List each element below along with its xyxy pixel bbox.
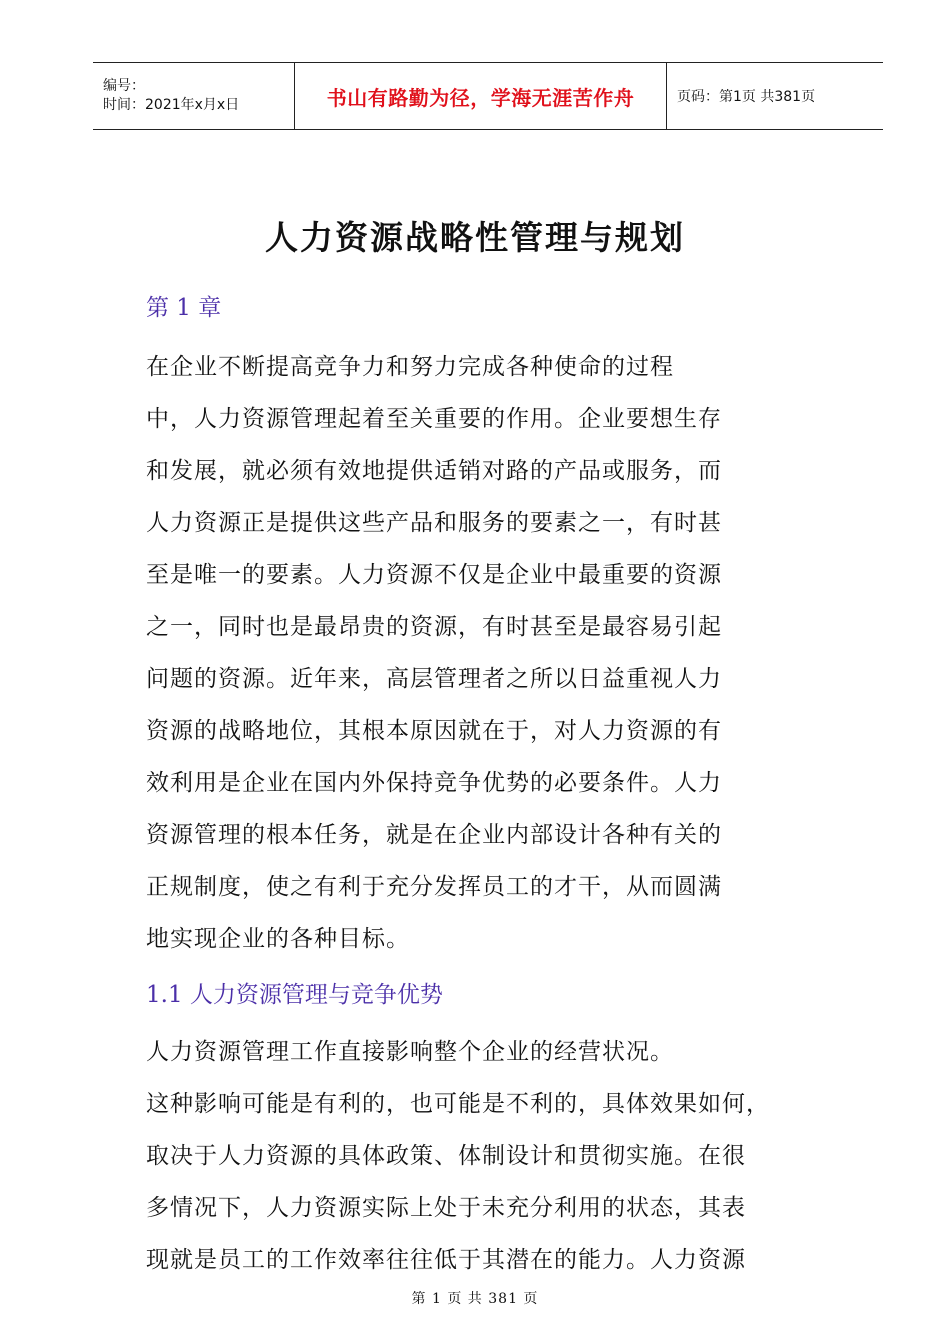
- text-line: 之一，同时也是最昂贵的资源，有时甚至是最容易引起: [146, 614, 722, 640]
- text-line: 地实现企业的各种目标。: [146, 926, 410, 952]
- header-motto: 书山有路勤为径，学海无涯苦作舟: [295, 63, 667, 129]
- text-line: 资源管理的根本任务，就是在企业内部设计各种有关的: [146, 822, 722, 848]
- document-header: [93, 62, 883, 130]
- text-line: 在企业不断提高竞争力和努力完成各种使命的过程: [146, 354, 674, 380]
- document-body: [146, 288, 846, 1286]
- page-footer: 第 1 页 共 381 页: [411, 1291, 539, 1307]
- text-line: 中，人力资源管理起着至关重要的作用。企业要想生存: [146, 406, 722, 432]
- header-number-label: 编号：: [103, 78, 145, 94]
- text-line: 取决于人力资源的具体政策、体制设计和贯彻实施。在很: [146, 1143, 746, 1169]
- paragraph-1: [146, 341, 846, 965]
- text-line: 多情况下，人力资源实际上处于未充分利用的状态，其表: [146, 1195, 746, 1221]
- text-line: 效利用是企业在国内外保持竞争优势的必要条件。人力: [146, 770, 722, 796]
- text-line: 资源的战略地位，其根本原因就在于，对人力资源的有: [146, 718, 722, 744]
- document-title: 人力资源战略性管理与规划: [265, 218, 685, 257]
- text-line: 这种影响可能是有利的，也可能是不利的，具体效果如何，: [146, 1091, 770, 1117]
- paragraph-2: [146, 1026, 846, 1286]
- text-line: 现就是员工的工作效率往往低于其潜在的能力。人力资源: [146, 1247, 746, 1273]
- header-meta-cell: [93, 63, 295, 129]
- text-line: 问题的资源。近年来，高层管理者之所以日益重视人力: [146, 666, 722, 692]
- header-page-info: 页码：第1页 共381页: [677, 89, 816, 105]
- text-line: 和发展，就必须有效地提供适销对路的产品或服务，而: [146, 458, 722, 484]
- text-line: 人力资源正是提供这些产品和服务的要素之一，有时甚: [146, 510, 722, 536]
- text-line: 正规制度，使之有利于充分发挥员工的才干，从而圆满: [146, 874, 722, 900]
- text-line: 至是唯一的要素。人力资源不仅是企业中最重要的资源: [146, 562, 722, 588]
- header-time-label: 时间：2021年x月x日: [103, 97, 240, 113]
- section-heading: 1.1 人力资源管理与竞争优势: [146, 982, 443, 1008]
- chapter-heading: 第 1 章: [146, 295, 222, 321]
- text-line: 人力资源管理工作直接影响整个企业的经营状况。: [146, 1039, 674, 1065]
